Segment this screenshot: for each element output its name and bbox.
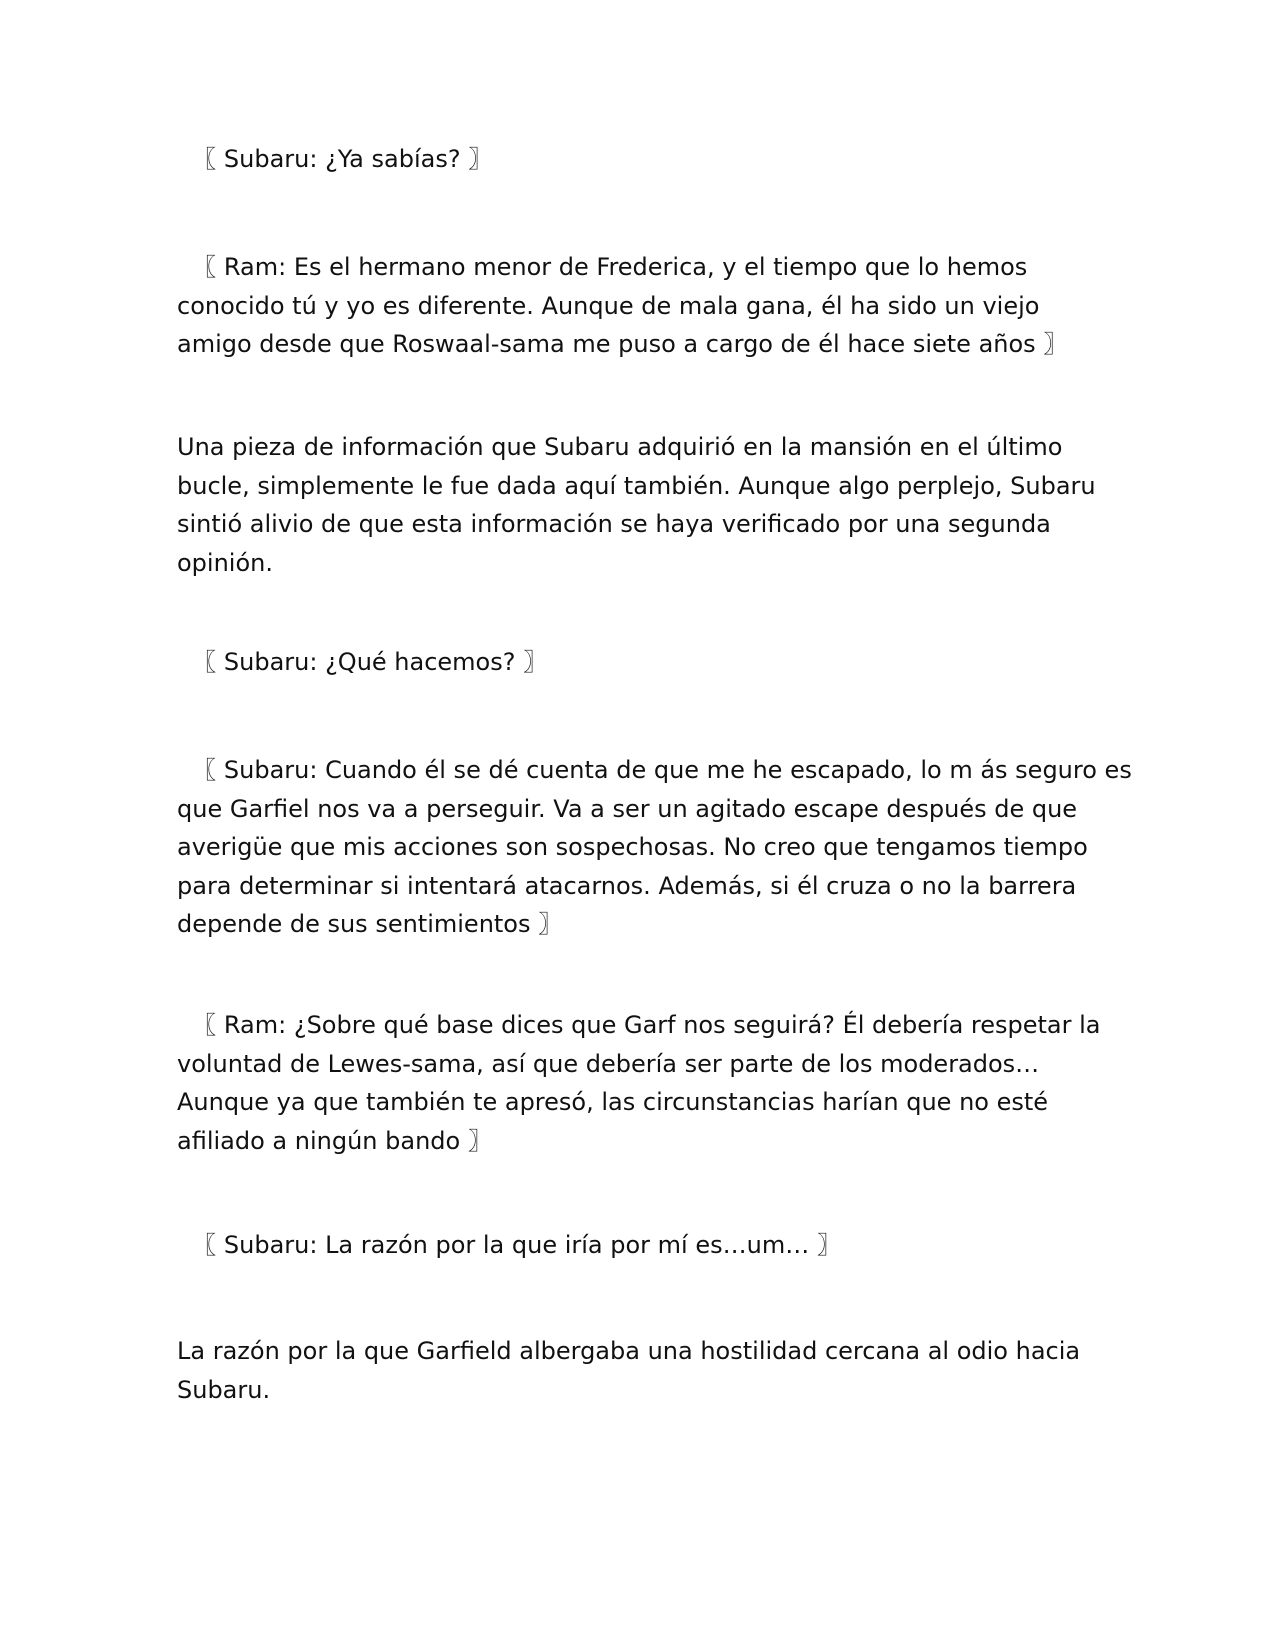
text-line: voluntad de Lewes-sama, así que debería ser parte de los moderados… bbox=[177, 1049, 1040, 1078]
text-line: conocido tú y yo es diferente. Aunque de mala gana, él ha sido un viejo bbox=[177, 291, 1040, 320]
dialogue-subaru-garfiel bbox=[177, 751, 1132, 944]
narration-informacion bbox=[177, 428, 1107, 582]
text-line: 〖 Subaru: ¿Ya sabías? 〗 bbox=[177, 145, 493, 173]
text-line: 〖 Subaru: Cuando él se dé cuenta de que me he escapado, lo m ás seguro es bbox=[177, 756, 1132, 784]
text-line: Una pieza de información que Subaru adquirió en la mansión en el último bbox=[177, 433, 1063, 461]
text-line: 〖 Ram: Es el hermano menor de Frederica, y el tiempo que lo hemos bbox=[177, 253, 1028, 281]
text-line: sintió alivio de que esta información se haya verificado por una segunda bbox=[177, 510, 1051, 538]
text-line: amigo desde que Roswaal-sama me puso a cargo de él hace siete años 〗 bbox=[177, 330, 1068, 358]
text-line: averigüe que mis acciones son sospechosas. No creo que tengamos tiempo bbox=[177, 833, 1088, 861]
text-line: 〖 Subaru: La razón por la que iría por mí es…um… 〗 bbox=[177, 1231, 841, 1259]
dialogue-ram-frederica bbox=[177, 248, 1107, 364]
text-line: opinión. bbox=[177, 548, 273, 577]
dialogue-subaru-razon bbox=[177, 1226, 1107, 1265]
text-line: depende de sus sentimientos 〗 bbox=[177, 910, 563, 938]
text-line: bucle, simplemente le fue dada aquí también. Aunque algo perplejo, Subaru bbox=[177, 471, 1096, 500]
text-line: Aunque ya que también te apresó, las circunstancias harían que no esté bbox=[177, 1088, 1049, 1116]
dialogue-ram-garf bbox=[177, 1006, 1107, 1160]
dialogue-subaru-ya-sabias bbox=[177, 140, 1107, 179]
text-line: 〖 Subaru: ¿Qué hacemos? 〗 bbox=[177, 648, 548, 676]
text-line: que Garfiel nos va a perseguir. Va a ser un agitado escape después de que bbox=[177, 794, 1078, 823]
text-line: La razón por la que Garfield albergaba una hostilidad cercana al odio hacia bbox=[177, 1337, 1081, 1365]
narration-hostilidad bbox=[177, 1332, 1107, 1409]
text-line: 〖 Ram: ¿Sobre qué base dices que Garf nos seguirá? Él debería respetar la bbox=[177, 1011, 1101, 1039]
dialogue-subaru-que-hacemos bbox=[177, 643, 1107, 682]
text-line: Subaru. bbox=[177, 1375, 271, 1404]
text-line: afiliado a ningún bando 〗 bbox=[177, 1126, 492, 1155]
text-line: para determinar si intentará atacarnos. Además, si él cruza o no la barrera bbox=[177, 871, 1077, 900]
